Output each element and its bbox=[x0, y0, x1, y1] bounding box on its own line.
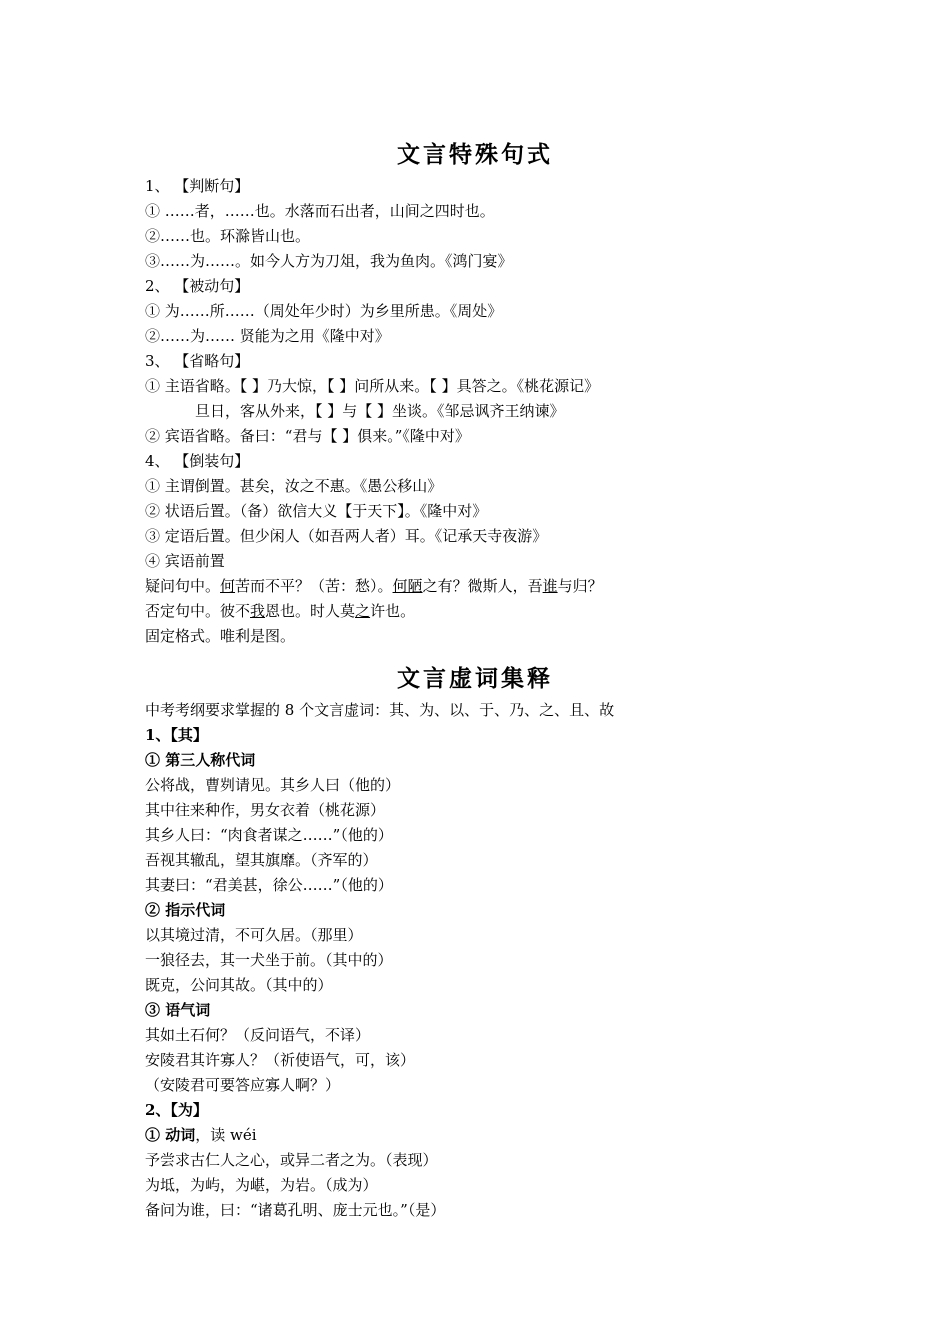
heading-inversion: 4、 【倒装句】 bbox=[145, 452, 250, 470]
text-line: ②……为…… 贤能为之用《隆中对》 bbox=[145, 327, 390, 345]
heading-qi: 1、【其】 bbox=[145, 726, 208, 744]
wei-subheading-rest: ，读 wéi bbox=[195, 1126, 257, 1144]
text-segment: 疑问句中。 bbox=[145, 577, 221, 595]
underlined-word: 之 bbox=[355, 602, 371, 620]
qi-line: 其中往来种作，男女衣着（桃花源） bbox=[145, 801, 386, 819]
qi-line: 一狼径去，其一犬坐于前。（其中的） bbox=[145, 951, 393, 969]
text-line: ① ……者，……也。水落而石出者，山间之四时也。 bbox=[145, 202, 495, 220]
question-example-line bbox=[145, 576, 603, 596]
text-segment: 恩也。时人莫 bbox=[265, 602, 356, 620]
section-title-function-words: 文言虚词集释 bbox=[397, 665, 553, 692]
text-segment: 许也。 bbox=[370, 602, 416, 620]
qi-line: 既克，公问其故。（其中的） bbox=[145, 976, 333, 994]
qi-line: 安陵君其许寡人？（祈使语气，可，该） bbox=[145, 1051, 416, 1069]
underlined-word: 我 bbox=[250, 602, 266, 620]
text-line: ① 为……所……（周处年少时）为乡里所患。《周处》 bbox=[145, 302, 503, 320]
wei-subheading-bold: ① 动词 bbox=[145, 1126, 196, 1144]
qi-line: （安陵君可要答应寡人啊？） bbox=[145, 1076, 341, 1094]
qi-line: 其妻曰：“君美甚，徐公……”（他的） bbox=[145, 876, 393, 894]
text-line-indented: 旦日，客从外来，【 】与【 】坐谈。《邹忌讽齐王纳谏》 bbox=[195, 402, 565, 420]
qi-line: 其如土石何？（反问语气，不译） bbox=[145, 1026, 371, 1044]
text-segment: 否定句中。彼不 bbox=[145, 602, 251, 620]
qi-line: 公将战，曹刿请见。其乡人曰（他的） bbox=[145, 776, 401, 794]
text-line: ② 宾语省略。备曰：“君与【 】俱来。”《隆中对》 bbox=[145, 427, 470, 445]
text-segment: 苦而不平？（苦：愁）。 bbox=[235, 577, 393, 595]
text-segment: 与归？ bbox=[557, 577, 603, 595]
qi-line: 吾视其辙乱，望其旗靡。（齐军的） bbox=[145, 851, 378, 869]
text-line: ④ 宾语前置 bbox=[145, 552, 225, 570]
qi-line: ① 第三人称代词 bbox=[145, 751, 256, 769]
text-line: ① 主谓倒置。甚矣，汝之不惠。《愚公移山》 bbox=[145, 477, 443, 495]
qi-line: 其乡人曰：“肉食者谋之……”（他的） bbox=[145, 826, 393, 844]
wei-line: 为坻，为屿，为嵁，为岩。（成为） bbox=[145, 1176, 378, 1194]
text-line: ③ 定语后置。但少闲人（如吾两人者）耳。《记承天寺夜游》 bbox=[145, 527, 548, 545]
underlined-word: 谁 bbox=[542, 577, 558, 595]
intro-line: 中考考纲要求掌握的 8 个文言虚词：其、为、以、于、乃、之、且、故 bbox=[145, 701, 615, 719]
heading-wei: 2、【为】 bbox=[145, 1101, 208, 1119]
wei-line: 予尝求古仁人之心，或异二者之为。（表现） bbox=[145, 1151, 438, 1169]
heading-ellipsis: 3、 【省略句】 bbox=[145, 352, 250, 370]
text-line: ②……也。环滁皆山也。 bbox=[145, 227, 311, 245]
text-line: ① 主语省略。【 】乃大惊，【 】问所从来。【 】具答之。《桃花源记》 bbox=[145, 377, 600, 395]
negation-example-line bbox=[145, 601, 415, 621]
text-line: ③……为……。如今人方为刀俎，我为鱼肉。《鸿门宴》 bbox=[145, 252, 513, 270]
qi-line: 以其境过清，不可久居。（那里） bbox=[145, 926, 363, 944]
wei-subheading bbox=[145, 1125, 257, 1145]
qi-line: ③ 语气词 bbox=[145, 1001, 211, 1019]
heading-judgment: 1、 【判断句】 bbox=[145, 177, 250, 195]
text-segment: 之有？微斯人，吾 bbox=[422, 577, 543, 595]
wei-line: 备问为谁，曰：“诸葛孔明、庞士元也。”（是） bbox=[145, 1201, 446, 1219]
fixed-format-line: 固定格式。唯利是图。 bbox=[145, 627, 296, 645]
underlined-word: 何陋 bbox=[392, 577, 423, 595]
qi-line: ② 指示代词 bbox=[145, 901, 226, 919]
heading-passive: 2、 【被动句】 bbox=[145, 277, 250, 295]
underlined-word: 何 bbox=[220, 577, 236, 595]
section-title-special-sentences: 文言特殊句式 bbox=[397, 141, 553, 168]
text-line: ② 状语后置。（备）欲信大义【于天下】。《隆中对》 bbox=[145, 502, 488, 520]
